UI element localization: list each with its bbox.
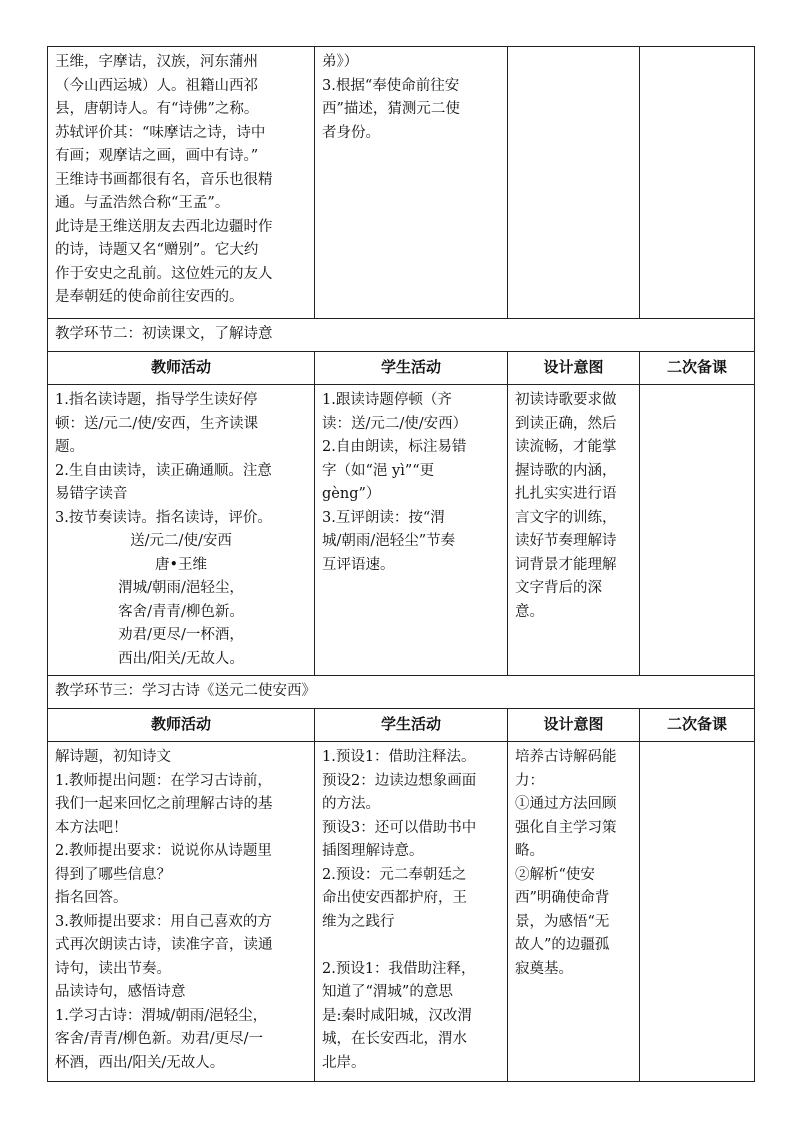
text-line: 得到了哪些信息？ bbox=[55, 866, 171, 883]
text-line: 意。 bbox=[515, 603, 544, 620]
poem-line: 劝君/更尽/一杯酒， bbox=[118, 627, 244, 643]
section2-content-row bbox=[48, 385, 755, 676]
text-line: （今山西运城）人。祖籍山西祁 bbox=[55, 77, 258, 94]
poem-line: 客舍/青青/柳色新。 bbox=[118, 603, 244, 620]
section3-teacher-cell bbox=[48, 742, 315, 1082]
text-line: 字（如“浥 yì”“更 bbox=[322, 462, 435, 479]
header-second-prep: 二次备课 bbox=[640, 709, 755, 742]
text-line: 2.教师提出要求：说说你从诗题里 bbox=[55, 843, 272, 859]
text-line: 此诗是王维送朋友去西北边疆时作 bbox=[55, 218, 273, 235]
header-design-intent: 设计意图 bbox=[508, 352, 640, 385]
intro-student-text bbox=[322, 51, 500, 145]
header-student-activity: 学生活动 bbox=[315, 352, 508, 385]
section3-title-row bbox=[48, 676, 755, 709]
text-line: 2.自由朗读，标注易错 bbox=[322, 439, 467, 455]
text-line: 者身份。 bbox=[322, 124, 380, 141]
text-line: 城/朝雨/浥轻尘”节奏 bbox=[322, 533, 456, 549]
header-second-prep: 二次备课 bbox=[640, 352, 755, 385]
text-line: 1.教师提出问题：在学习古诗前， bbox=[55, 772, 272, 789]
section3-student-text-a bbox=[322, 746, 500, 934]
text-line: 维为之践行 bbox=[322, 913, 395, 930]
text-line: 易错字读音 bbox=[55, 486, 128, 502]
text-line: gèng”） bbox=[322, 486, 381, 502]
intro-student-cell bbox=[315, 47, 508, 319]
section3-student-text-b bbox=[322, 958, 500, 1076]
text-line: 弟》） bbox=[322, 54, 359, 70]
text-line: 1.预设1：借助注释法。 bbox=[322, 749, 476, 765]
text-line: 是:秦时咸阳城，汉改渭 bbox=[322, 1007, 472, 1024]
text-line: 初读诗歌要求做 bbox=[515, 392, 617, 408]
text-line: 2.生自由读诗，读正确通顺。注意 bbox=[55, 462, 272, 479]
text-line: 县，唐朝诗人。有“诗佛”之称。 bbox=[55, 101, 259, 117]
text-line: 西”描述，猜测元二使 bbox=[322, 101, 460, 117]
text-line: 培养古诗解码能 bbox=[515, 749, 617, 765]
text-line: 景，为感悟“无 bbox=[515, 913, 610, 930]
text-line: 本方法吧！ bbox=[55, 819, 128, 836]
header-student-activity: 学生活动 bbox=[315, 709, 508, 742]
section2-teacher-cell bbox=[48, 385, 315, 676]
text-line: 扎扎实实进行语 bbox=[515, 486, 617, 502]
text-line: 杯酒，西出/阳关/无故人。 bbox=[55, 1054, 225, 1071]
text-line: 北岸。 bbox=[322, 1054, 366, 1071]
text-line: 我们一起来回忆之前理解古诗的基 bbox=[55, 796, 273, 812]
text-line: ①通过方法回顾 bbox=[515, 796, 617, 812]
text-line: 读：送/元二/使/安西） bbox=[322, 415, 468, 432]
intro-teacher-cell bbox=[48, 47, 315, 319]
section2-title: 教学环节二：初读课文，了解诗意 bbox=[48, 319, 755, 352]
intro-second-cell bbox=[640, 47, 755, 319]
text-line: 客舍/青青/柳色新。劝君/更尽/一 bbox=[55, 1031, 264, 1047]
text-line: 寂奠基。 bbox=[515, 960, 573, 977]
header-teacher-activity: 教师活动 bbox=[48, 709, 315, 742]
poem-line: 唐•王维 bbox=[154, 556, 208, 573]
text-line: 1.指名读诗题，指导学生读好停 bbox=[55, 392, 258, 408]
section2-second-cell bbox=[640, 385, 755, 676]
text-line: 指名回答。 bbox=[55, 890, 128, 906]
text-line: 到读正确，然后 bbox=[515, 415, 617, 432]
text-line: 预设3：还可以借助书中 bbox=[322, 819, 477, 836]
text-line: 的方法。 bbox=[322, 796, 380, 812]
text-line: 命出使安西都护府，王 bbox=[322, 890, 467, 906]
text-line: 互评语速。 bbox=[322, 556, 395, 573]
text-line: 3.根据“奉使命前往安 bbox=[322, 77, 460, 94]
intro-row bbox=[48, 47, 755, 319]
text-line: 词背景才能理解 bbox=[515, 556, 617, 573]
text-line: 西”明确使命背 bbox=[515, 890, 610, 906]
text-line: 握诗歌的内涵， bbox=[515, 462, 617, 479]
poem-line: 渭城/朝雨/浥轻尘， bbox=[118, 580, 244, 596]
text-line: 顿：送/元二/使/安西，生齐读课 bbox=[55, 415, 259, 432]
section2-student-cell bbox=[315, 385, 508, 676]
text-line: 预设2：边读边想象画面 bbox=[322, 772, 477, 789]
section2-title-row bbox=[48, 319, 755, 352]
text-line: 有画；观摩诘之画，画中有诗。” bbox=[55, 148, 259, 164]
text-line: 3.按节奏读诗。指名读诗，评价。 bbox=[55, 509, 272, 526]
text-line: 故人”的边疆孤 bbox=[515, 937, 610, 953]
paragraph-gap bbox=[322, 934, 500, 958]
text-line: 苏轼评价其：“味摩诘之诗，诗中 bbox=[55, 124, 266, 141]
text-line: 题。 bbox=[55, 439, 84, 455]
text-line: 3.互评朗读：按“渭 bbox=[322, 509, 445, 526]
intro-teacher-text bbox=[55, 51, 307, 310]
text-line: 式再次朗读古诗，读准字音，读通 bbox=[55, 937, 273, 953]
text-line: 文字背后的深 bbox=[515, 580, 602, 596]
text-line: 略。 bbox=[515, 843, 544, 859]
section3-second-cell bbox=[640, 742, 755, 1082]
text-line: 城，在长安西北，渭水 bbox=[322, 1031, 467, 1047]
poem-block bbox=[55, 530, 307, 671]
section3-title: 教学环节三：学习古诗《送元二使安西》 bbox=[48, 676, 755, 709]
poem-line: 送/元二/使/安西 bbox=[130, 533, 232, 549]
intro-design-cell bbox=[508, 47, 640, 319]
text-line: 是奉朝廷的使命前往安西的。 bbox=[55, 289, 244, 305]
section2-design-text bbox=[515, 389, 632, 624]
lesson-plan-table bbox=[47, 46, 755, 1082]
text-line: 知道了“渭城”的意思 bbox=[322, 984, 453, 1000]
section3-student-cell bbox=[315, 742, 508, 1082]
text-line: ②解析“使安 bbox=[515, 866, 595, 883]
text-line: 2.预设1：我借助注释， bbox=[322, 960, 476, 977]
text-line: 2.预设：元二奉朝廷之 bbox=[322, 866, 467, 883]
section2-student-text bbox=[322, 389, 500, 577]
text-line: 王维，字摩诘，汉族，河东蒲州 bbox=[55, 54, 258, 70]
text-line: 诗句，读出节奏。 bbox=[55, 960, 171, 977]
text-line: 强化自主学习策 bbox=[515, 819, 617, 836]
section2-header-row bbox=[48, 352, 755, 385]
section2-design-cell bbox=[508, 385, 640, 676]
text-line: 的诗，诗题又名“赠别”。它大约 bbox=[55, 242, 259, 258]
section3-content-row bbox=[48, 742, 755, 1082]
section3-header-row bbox=[48, 709, 755, 742]
section3-design-text bbox=[515, 746, 632, 981]
text-line: 通。与孟浩然合称“王孟”。 bbox=[55, 195, 230, 211]
text-line: 3.教师提出要求：用自己喜欢的方 bbox=[55, 913, 272, 930]
text-line: 解诗题，初知诗文 bbox=[55, 749, 171, 765]
text-line: 插图理解诗意。 bbox=[322, 843, 424, 859]
section3-teacher-text bbox=[55, 746, 307, 1075]
text-line: 读流畅，才能掌 bbox=[515, 439, 617, 455]
text-line: 品读诗句，感悟诗意 bbox=[55, 984, 186, 1000]
poem-line: 西出/阳关/无故人。 bbox=[118, 650, 244, 667]
section3-design-cell bbox=[508, 742, 640, 1082]
header-teacher-activity: 教师活动 bbox=[48, 352, 315, 385]
text-line: 读好节奏理解诗 bbox=[515, 533, 617, 549]
section2-teacher-text bbox=[55, 389, 307, 530]
text-line: 言文字的训练， bbox=[515, 509, 617, 526]
text-line: 力： bbox=[515, 772, 544, 789]
header-design-intent: 设计意图 bbox=[508, 709, 640, 742]
text-line: 1.跟读诗题停顿（齐 bbox=[322, 392, 452, 408]
text-line: 作于安史之乱前。这位姓元的友人 bbox=[55, 265, 273, 282]
text-line: 王维诗书画都很有名，音乐也很精 bbox=[55, 171, 273, 188]
text-line: 1.学习古诗：渭城/朝雨/浥轻尘， bbox=[55, 1007, 268, 1024]
